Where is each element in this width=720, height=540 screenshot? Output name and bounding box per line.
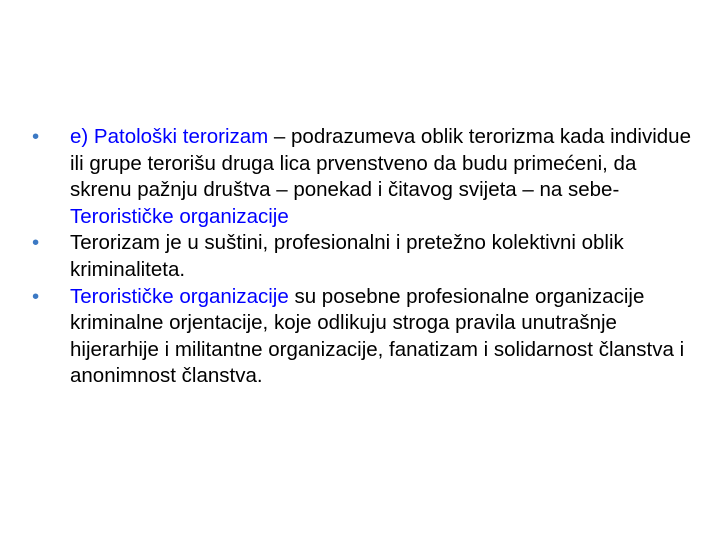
bullet-marker: • bbox=[32, 125, 40, 148]
bullet-item-2 bbox=[32, 230, 692, 283]
bullet-marker: • bbox=[32, 284, 40, 308]
bullet-1-text: – podrazumeva oblik terorizma kada individue ili grupe terorišu druga lica prvenstveno da budu primećeni, da skrenu pažnju društva – ponekad i čitavog svijeta – na sebe- bbox=[70, 125, 691, 202]
bullet-item-1 bbox=[32, 124, 692, 230]
bullet-1-highlight: e) Patološki terorizam bbox=[70, 125, 269, 148]
bullet-2-text: Terorizam je u suštini, profesionalni i pretežno kolektivni oblik kriminaliteta. bbox=[70, 231, 624, 281]
bullet-marker: • bbox=[32, 231, 40, 255]
bullet-item-3 bbox=[32, 284, 692, 390]
bullet-list bbox=[32, 124, 692, 390]
bullet-1-highlight-2: Terorističke organizacije bbox=[70, 204, 289, 228]
bullet-3-highlight: Terorističke organizacije bbox=[70, 284, 289, 308]
bullet-3-text: su posebne profesionalne organizacije kriminalne orjentacije, koje odlikuju stroga pravila unutrašnje hijerarhije i militantne organizacije, fanatizam i solidarnost članstva i anonimnost članstva. bbox=[70, 284, 685, 388]
